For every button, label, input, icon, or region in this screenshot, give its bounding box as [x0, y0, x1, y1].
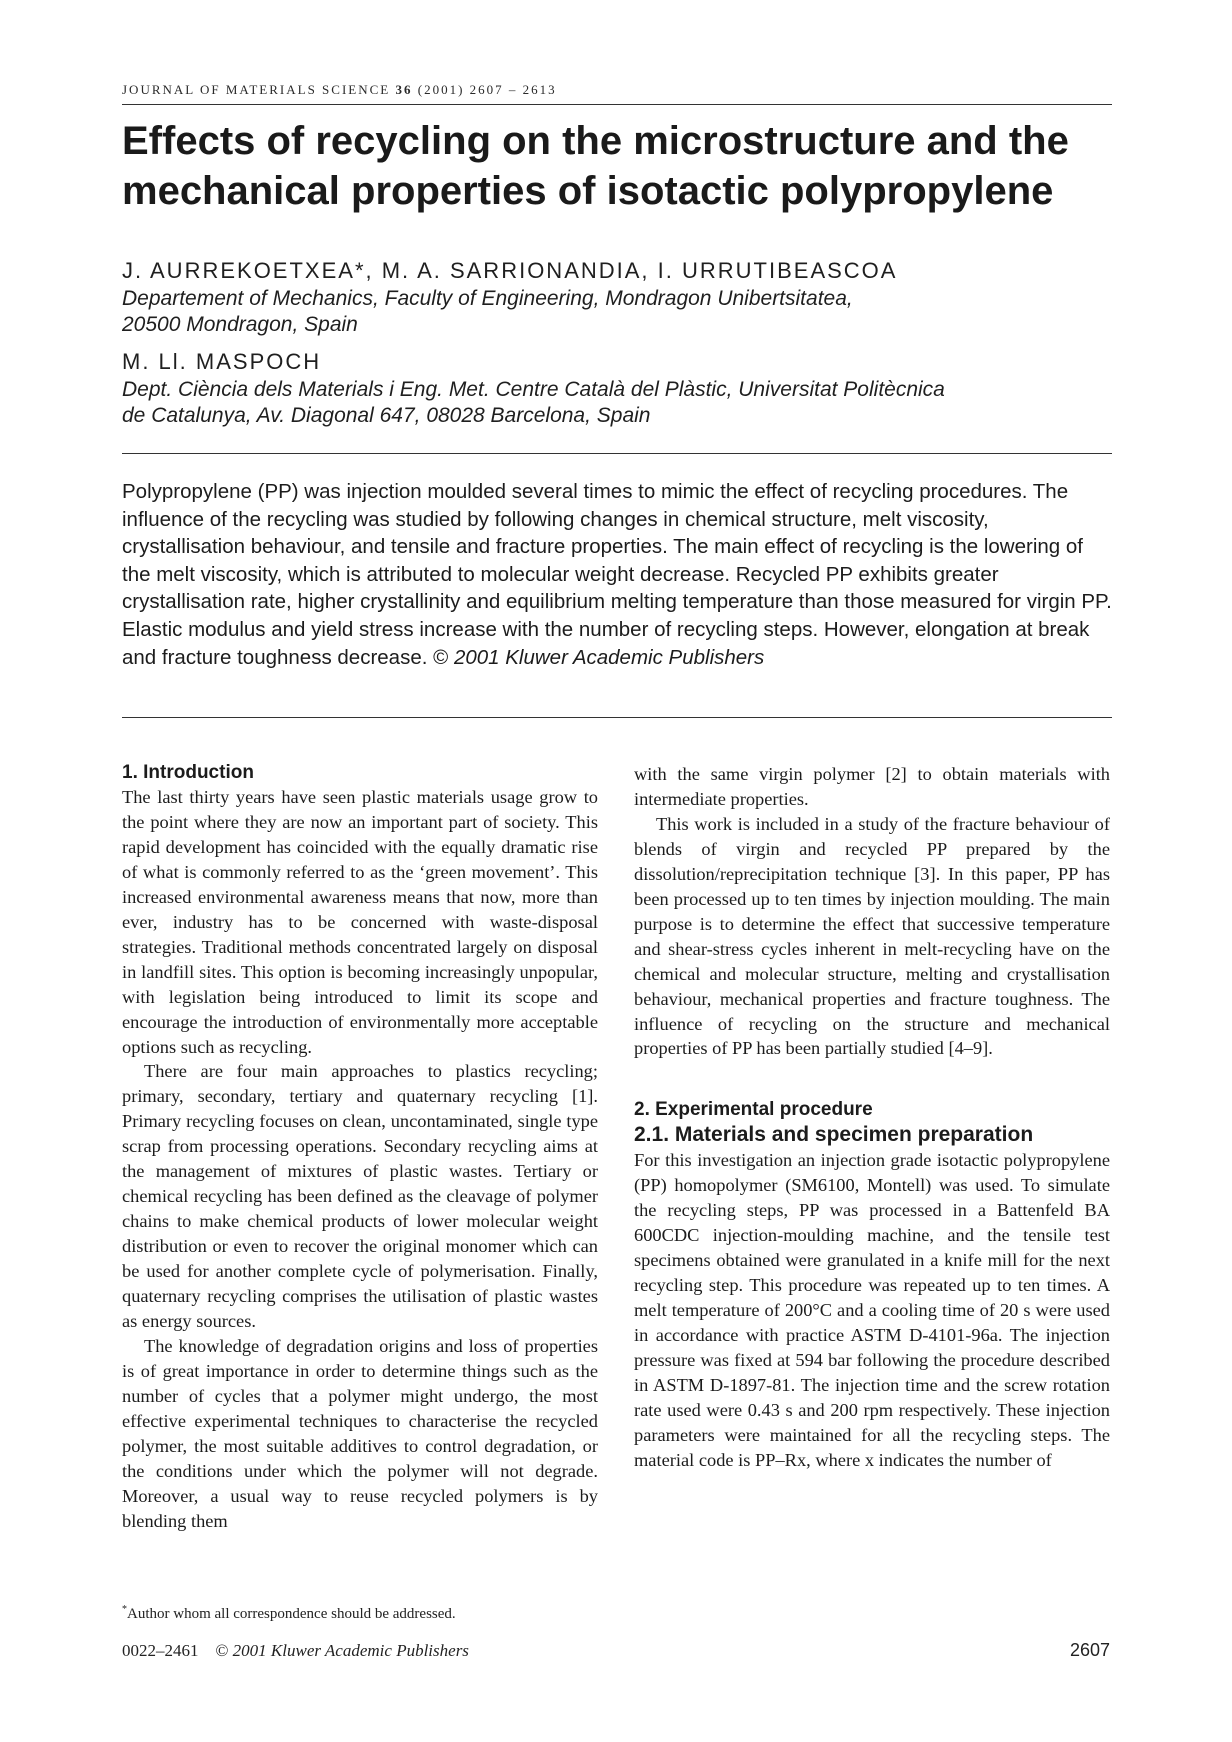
running-head	[122, 82, 1112, 105]
footnote	[122, 1600, 722, 1624]
page-footer	[122, 1641, 469, 1661]
left-column	[122, 760, 598, 1534]
issn: 0022–2461	[122, 1641, 199, 1660]
affiliation-2	[122, 377, 1112, 429]
intro-paragraph-3-continued: with the same virgin polymer [2] to obtain materials with intermediate properties.	[634, 764, 1110, 809]
subsection-heading-materials: 2.1. Materials and specimen preparation	[634, 1123, 1034, 1147]
journal-volume: 36	[395, 82, 413, 97]
abstract-text: Polypropylene (PP) was injection moulded several times to mimic the effect of recycling procedures. The influence of the recycling was studied by following changes in chemical structure, melt viscosity, crystallisation behaviour, and tensile and fracture properties. The main effect of recycling is the lowering of the melt viscosity, which is attributed to molecular weight decrease. Recycled PP exhibits greater crystallisation rate, higher crystallinity and equilibrium melting temperature than those measured for virgin PP. Elastic modulus and yield stress increase with the number of recycling steps. However, elongation at break and fracture toughness decrease.	[122, 480, 1112, 669]
footnote-marker: *	[122, 1604, 127, 1615]
journal-pages: 2607 – 2613	[469, 82, 557, 97]
intro-paragraph-2: There are four main approaches to plastics recycling; primary, secondary, tertiary and quaternary recycling [1]. Primary recycling focuses on clean, uncontaminated, single type scrap from processing operations. Secondary recycling aims at the management of mixtures of plastic wastes. Tertiary or chemical recycling has been defined as the cleavage of polymer chains to make chemical products of lower molecular weight distribution or even to recover the original monomer which can be used for another complete cycle of polymerisation. Finally, quaternary recycling comprises the utilisation of plastic wastes as energy sources.	[122, 1061, 598, 1332]
abstract-bottom-rule	[122, 717, 1112, 718]
section-gap	[634, 1061, 1110, 1097]
footer-publisher: 2001 Kluwer Academic Publishers	[232, 1641, 469, 1660]
affiliation-1-line-2: 20500 Mondragon, Spain	[122, 313, 358, 336]
journal-name: JOURNAL OF MATERIALS SCIENCE	[122, 82, 391, 97]
affiliation-1	[122, 286, 1112, 338]
title-line-2: mechanical properties of isotactic polypropylene	[122, 169, 1054, 213]
abstract-copyright: 2001 Kluwer Academic Publishers	[453, 645, 765, 669]
intro-paragraph-3: The knowledge of degradation origins and loss of properties is of great importance in order to determine things such as the number of cycles that a polymer might undergo, the most effective experimental techniques to characterise the recycled polymer, the most suitable additives to control degradation, or the conditions under which the polymer will not degrade. Moreover, a usual way to reuse recycled polymers is by blending them	[122, 1335, 598, 1531]
materials-paragraph-1: For this investigation an injection grade isotactic polypropylene (PP) homopolymer (SM6100, Montell) was used. To simulate the recycling steps, PP was processed in a Battenfeld BA 600CDC injection-moulding machine, and the tensile test specimens obtained were granulated in a knife mill for the next recycling step. This procedure was repeated up to ten times. A melt temperature of 200°C and a cooling time of 20 s were used in accordance with practice ASTM D-4101-96a. The injection pressure was fixed at 594 bar following the procedure described in ASTM D-1897-81. The injection time and the screw rotation rate used were 0.43 s and 200 rpm respectively. These injection parameters were maintained for all the recycling steps. The material code is PP–Rx, where x indicates the number of	[634, 1150, 1110, 1470]
section-heading-introduction: 1. Introduction	[122, 762, 254, 783]
affiliation-2-line-1: Dept. Ciència dels Materials i Eng. Met. Centre Català del Plàstic, Universitat Politècnica	[122, 378, 945, 401]
journal-year: (2001)	[417, 82, 465, 97]
abstract	[122, 478, 1112, 671]
author-list-2: M. Ll. MASPOCH	[122, 349, 322, 374]
title-line-1: Effects of recycling on the microstructure and the	[122, 119, 1069, 163]
page-number: 2607	[1069, 1640, 1110, 1660]
intro-paragraph-1: The last thirty years have seen plastic materials usage grow to the point where they are now an important part of society. This rapid development has coincided with the equally dramatic rise of what is commonly referred to as the ‘green movement’. This increased environmental awareness means that now, more than ever, industry has to be concerned with waste-disposal strategies. Traditional methods concentrated largely on disposal in landfill sites. This option is becoming increasingly unpopular, with legislation being introduced to limit its scope and encourage the introduction of environmentally more acceptable options such as recycling.	[122, 787, 598, 1057]
right-column	[634, 762, 1110, 1473]
author-list-1: J. AURREKOETXEA*, M. A. SARRIONANDIA, I. URRUTIBEASCOA	[122, 258, 898, 283]
section-heading-experimental: 2. Experimental procedure	[634, 1099, 873, 1121]
affiliation-1-line-1: Departement of Mechanics, Faculty of Engineering, Mondragon Unibertsitatea,	[122, 287, 853, 310]
copyright-symbol: ©	[433, 645, 449, 669]
article-title	[122, 116, 1122, 216]
abstract-top-rule	[122, 453, 1112, 454]
affiliation-2-line-2: de Catalunya, Av. Diagonal 647, 08028 Barcelona, Spain	[122, 404, 651, 427]
footer-copyright-symbol: ©	[215, 1641, 229, 1660]
intro-paragraph-4: This work is included in a study of the fracture behaviour of blends of virgin and recycled PP prepared by the dissolution/reprecipitation technique [3]. In this paper, PP has been processed up to ten times by injection moulding. The main purpose is to determine the effect that successive temperature and shear-stress cycles inherent in melt-recycling have on the chemical and molecular structure, melting and crystallisation behaviour, mechanical properties and fracture toughness. The influence of recycling on the structure and mechanical properties of PP has been partially studied [4–9].	[634, 813, 1110, 1059]
footnote-text: Author whom all correspondence should be addressed.	[127, 1606, 456, 1622]
